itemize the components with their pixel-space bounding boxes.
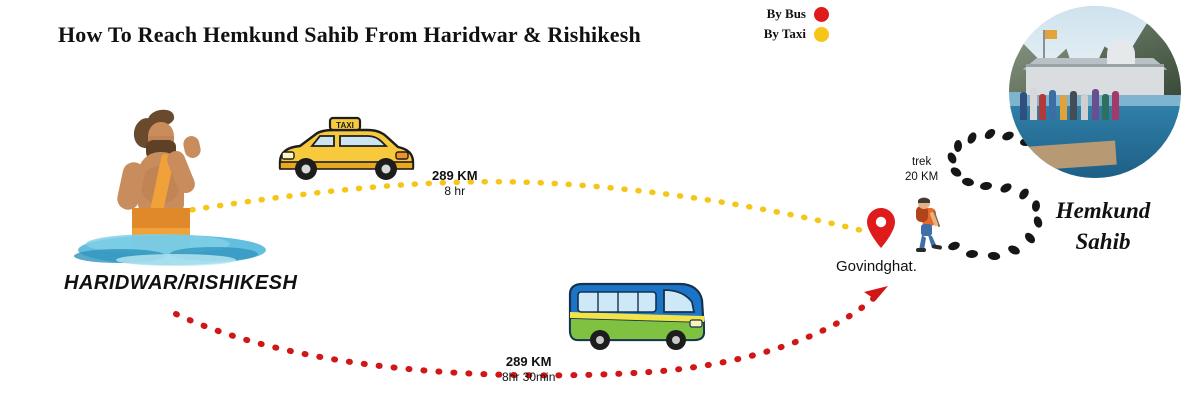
legend-item-taxi-label: By Taxi xyxy=(763,26,806,41)
trek-mode-label: trek xyxy=(912,156,932,168)
taxi-icon xyxy=(272,116,418,186)
bus-icon xyxy=(564,278,708,352)
bus-distance: 289 KM xyxy=(505,354,552,369)
page-title: How To Reach Hemkund Sahib From Haridwar & Rishikesh xyxy=(58,22,641,47)
map-pin-icon xyxy=(866,206,896,250)
hiker-icon xyxy=(906,196,946,254)
destination-label-line2: Sahib xyxy=(1075,229,1131,255)
destination-label-line1: Hemkund xyxy=(1055,198,1151,223)
midpoint-label: Govindghat. xyxy=(836,258,917,275)
legend-item-bus-label: By Bus xyxy=(766,6,806,21)
bus-duration: 8hr 30min xyxy=(502,370,556,385)
water-shape xyxy=(74,234,266,266)
trek-distance: 20 KM xyxy=(905,170,939,183)
hemkund-sahib-photo xyxy=(1009,6,1181,178)
taxi-distance: 289 KM xyxy=(432,168,478,183)
svg-text:TAXI: TAXI xyxy=(336,121,354,130)
taxi-duration: 8 hr xyxy=(444,184,466,199)
origin-label: HARIDWAR/RISHIKESH xyxy=(64,272,298,294)
